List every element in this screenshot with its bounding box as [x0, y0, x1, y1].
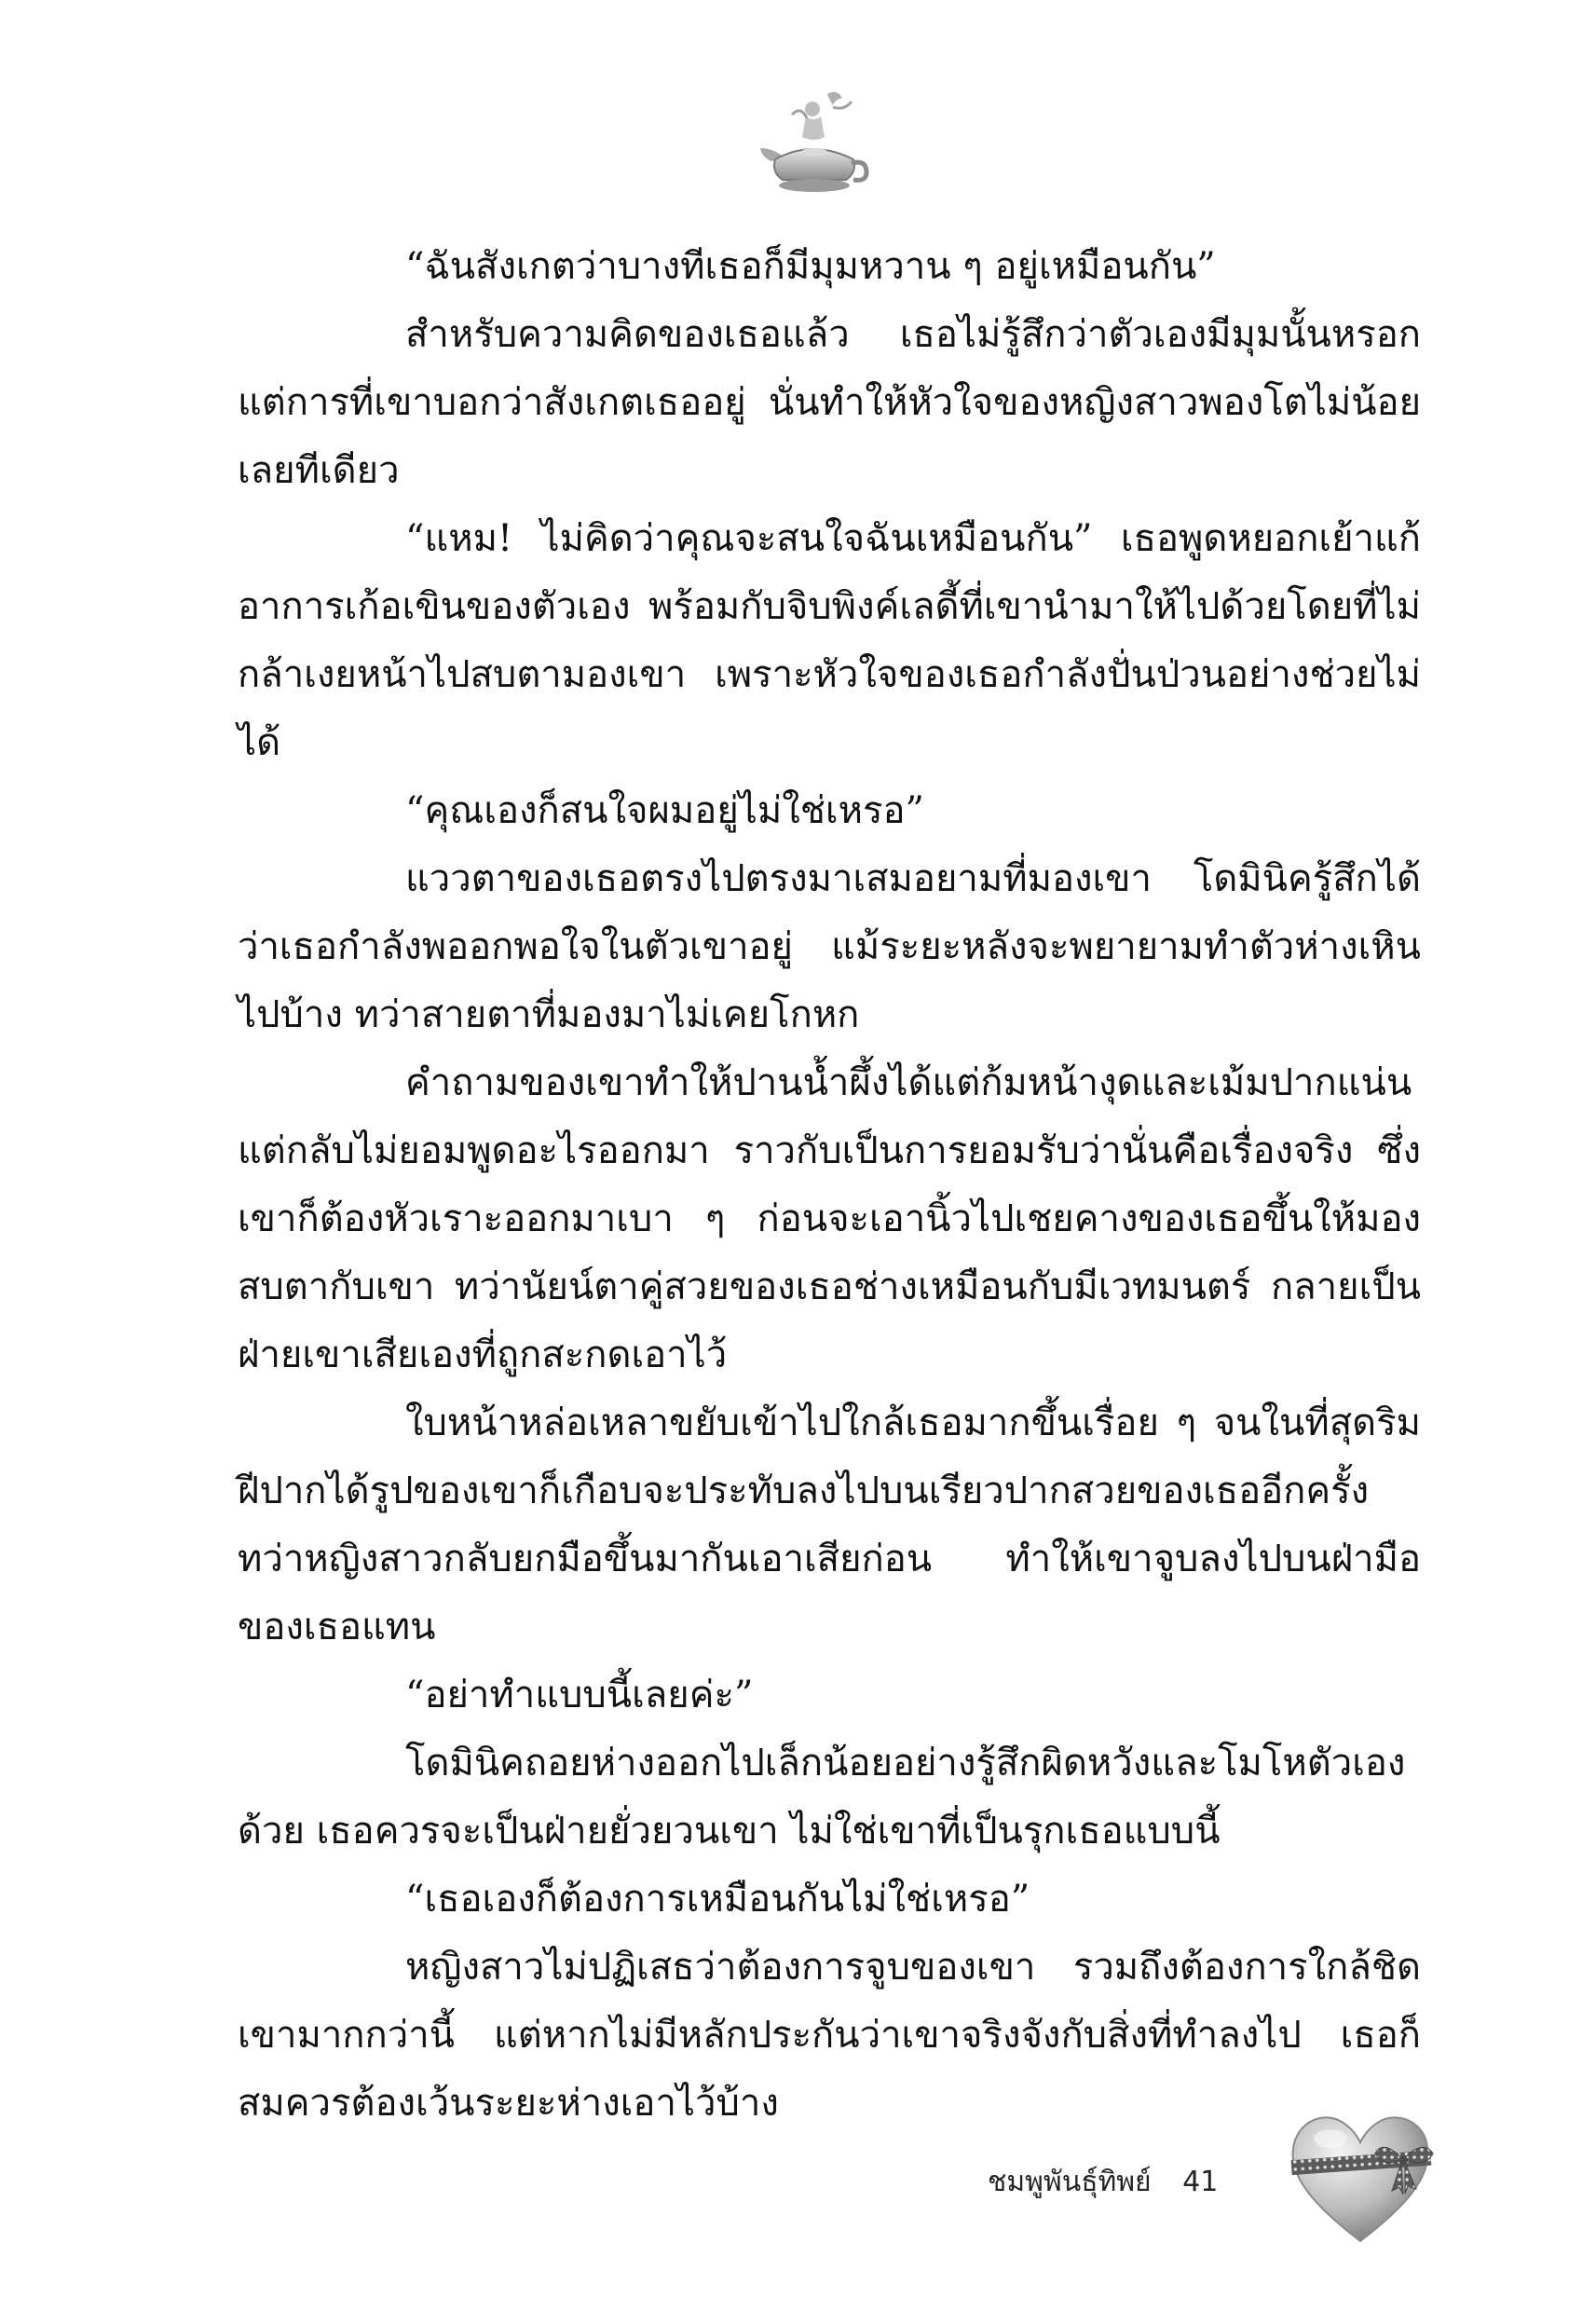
paragraph: สำหรับความคิดของเธอแล้ว เธอไม่รู้สึกว่าตัวเองมีมุมนั้นหรอก แต่การที่เขาบอกว่าสังเกตเธออยู่ นั่นทำให้หัวใจของหญิงสาวพองโตไม่น้อยเลยทีเดียว: [238, 313, 1421, 492]
book-title: ชมพูพันธุ์ทิพย์: [988, 2166, 1152, 2198]
paragraph: หญิงสาวไม่ปฏิเสธว่าต้องการจูบของเขา รวมถึงต้องการใกล้ชิดเขามากกว่านี้ แต่หากไม่มีหลักประกันว่าเขาจริงจังกับสิ่งที่ทำลงไป เธอก็สมควรต้องเว้นระยะห่างเอาไว้บ้าง: [238, 1946, 1421, 2125]
paragraph: “เธอเองก็ต้องการเหมือนกันไม่ใช่เหรอ”: [405, 1878, 1030, 1921]
paragraph: “แหม! ไม่คิดว่าคุณจะสนใจฉันเหมือนกัน” เธอพูดหยอกเย้าแก้อาการเก้อเขินของตัวเอง พร้อมกับจิบพิงค์เลดี้ที่เขานำมาให้ไปด้วยโดยที่ไม่กล้าเงยหน้าไปสบตามองเขา เพราะหัวใจของเธอกำลังปั่นป่วนอย่างช่วยไม่ได้: [238, 517, 1421, 764]
ribbon-heart-icon: [1284, 2101, 1438, 2250]
paragraph: “คุณเองก็สนใจผมอยู่ไม่ใช่เหรอ”: [405, 789, 924, 832]
page-footer: [988, 2160, 1218, 2204]
body-text: [238, 233, 1421, 2138]
paragraph: แววตาของเธอตรงไปตรงมาเสมอยามที่มองเขา โดมินิครู้สึกได้ว่าเธอกำลังพออกพอใจในตัวเขาอยู่ แม้ระยะหลังจะพยายามทำตัวห่างเหินไปบ้าง ทว่าสายตาที่มองมาไม่เคยโกหก: [238, 857, 1421, 1036]
paragraph: โดมินิคถอยห่างออกไปเล็กน้อยอย่างรู้สึกผิดหวังและโมโหตัวเองด้วย เธอควรจะเป็นฝ่ายยั่วยวนเขา ไม่ใช่เขาที่เป็นรุกเธอแบบนี้: [238, 1742, 1406, 1853]
paragraph: คำถามของเขาทำให้ปานน้ำผึ้งได้แต่ก้มหน้างุดและเม้มปากแน่น แต่กลับไม่ยอมพูดอะไรออกมา ราวกับเป็นการยอมรับว่านั่นคือเรื่องจริง ซึ่งเขาก็ต้องหัวเราะออกมาเบา ๆ ก่อนจะเอานิ้วไปเชยคางของเธอขึ้นให้มองสบตากับเขา ทว่านัยน์ตาคู่สวยของเธอช่างเหมือนกับมีเวทมนตร์ กลายเป็นฝ่ายเขาเสียเองที่ถูกสะกดเอาไว้: [238, 1061, 1421, 1376]
paragraph: “อย่าทำแบบนี้เลยค่ะ”: [405, 1674, 754, 1716]
cupid-lamp-icon: [755, 89, 876, 200]
paragraph: ใบหน้าหล่อเหลาขยับเข้าไปใกล้เธอมากขึ้นเรื่อย ๆ จนในที่สุดริมฝีปากได้รูปของเขาก็เกือบจะประทับลงไปบนเรียวปากสวยของเธออีกครั้ง ทว่าหญิงสาวกลับยกมือขึ้นมากันเอาเสียก่อน ทำให้เขาจูบลงไปบนฝ่ามือของเธอแทน: [238, 1402, 1421, 1648]
page-number: 41: [1182, 2166, 1219, 2198]
paragraph: “ฉันสังเกตว่าบางทีเธอก็มีมุมหวาน ๆ อยู่เหมือนกัน”: [405, 245, 1216, 288]
